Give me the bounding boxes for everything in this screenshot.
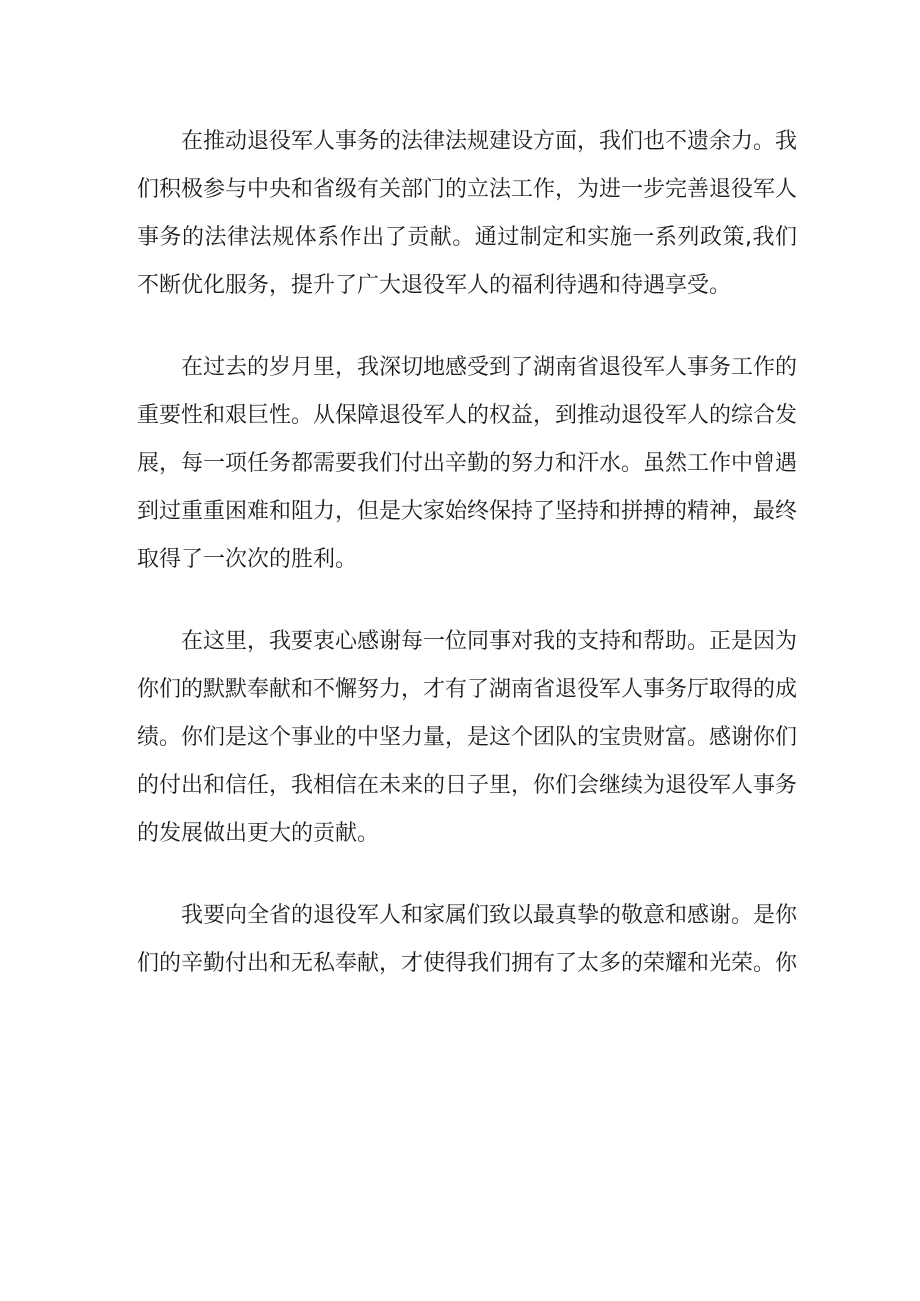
paragraph-thanks-colleagues: 在这里，我要衷心感谢每一位同事对我的支持和帮助。正是因为你们的默默奉献和不懈努力，才有了湖南省退役军人事务厅取得的成绩。你们是这个事业的中坚力量，是这个团队的宝贵财富。感谢你们的付出和信任，我相信在未来的日子里，你们会继续为退役军人事务的发展做出更大的贡献。 — [137, 629, 798, 846]
paragraph-thanks-veterans: 我要向全省的退役军人和家属们致以最真挚的敬意和感谢。是你们的辛勤付出和无私奉献，才使得我们拥有了太多的荣耀和光荣。你 — [137, 903, 798, 976]
paragraph-past-years: 在过去的岁月里，我深切地感受到了湖南省退役军人事务工作的重要性和艰巨性。从保障退役军人的权益，到推动退役军人的综合发展，每一项任务都需要我们付出辛勤的努力和汗水。虽然工作中曾遇到过重重困难和阻力，但是大家始终保持了坚持和拼搏的精神，最终取得了一次次的胜利。 — [137, 355, 798, 572]
paragraph-legislation: 在推动退役军人事务的法律法规建设方面，我们也不遗余力。我们积极参与中央和省级有关部门的立法工作，为进一步完善退役军人事务的法律法规体系作出了贡献。通过制定和实施一系列政策,我们不断优化服务，提升了广大退役军人的福利待遇和待遇享受。 — [137, 129, 798, 298]
document-body — [137, 118, 797, 1022]
